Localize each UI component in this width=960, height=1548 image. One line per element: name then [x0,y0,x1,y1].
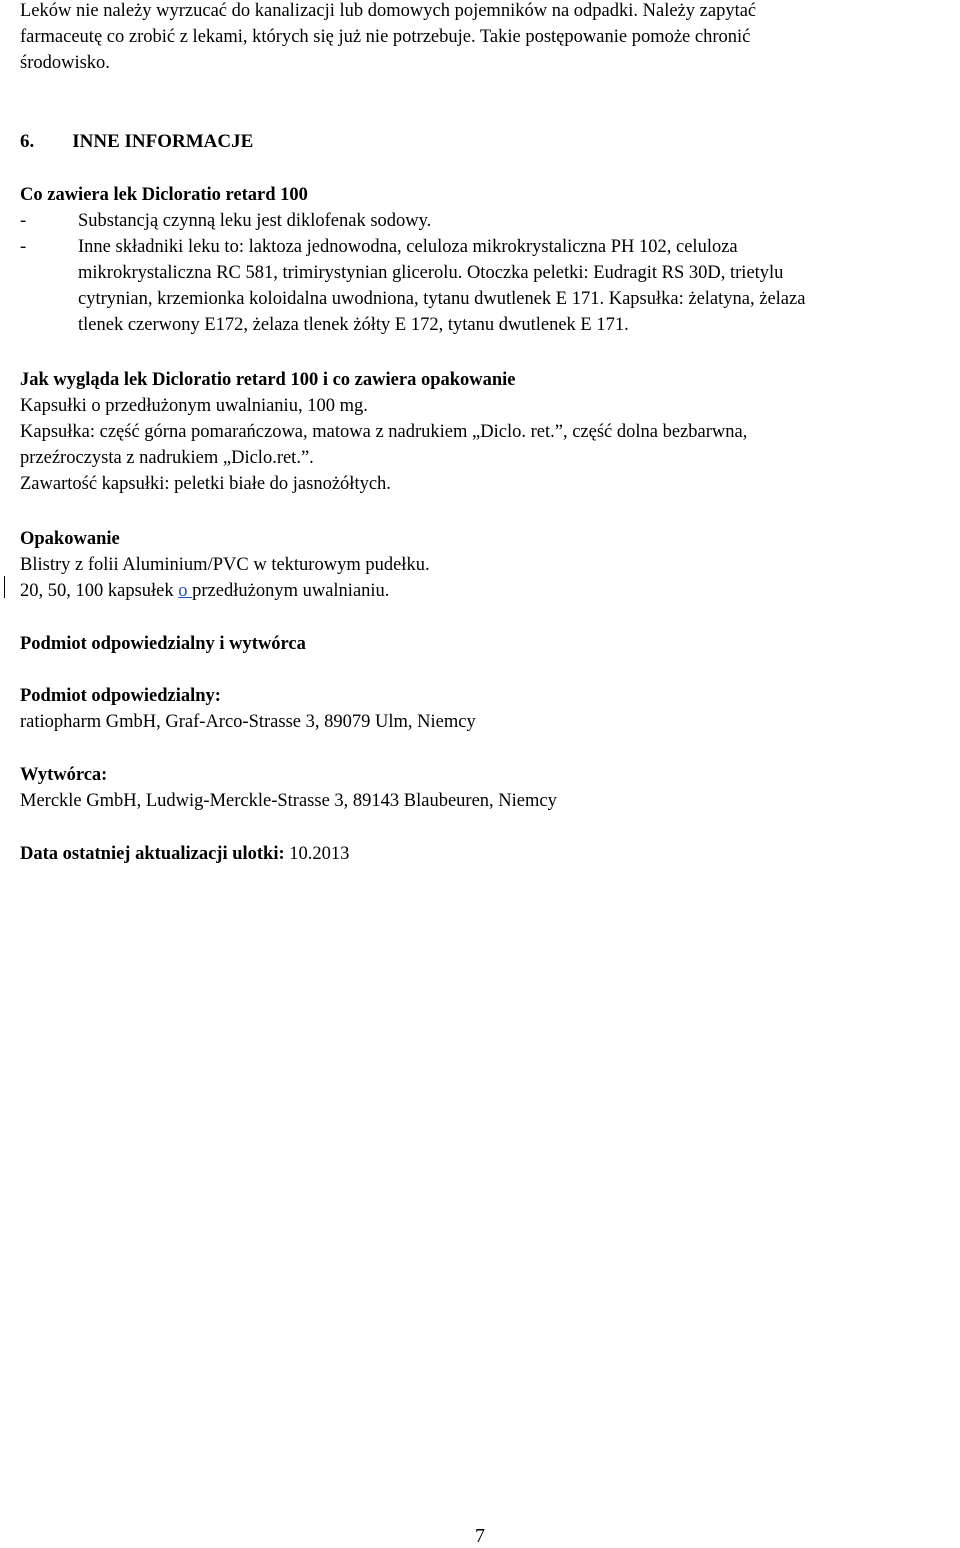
packaging-link-o[interactable]: o [178,581,193,601]
packaging-line-2-start: 20, 50, 100 kapsułek [20,581,179,601]
list-dash-2: - [20,237,27,257]
intro-line-2: farmaceutę co zrobić z lekami, których się już nie potrzebuje. Takie postępowanie pomoże chronić [20,27,751,47]
last-update [20,843,349,865]
contents-heading: Co zawiera lek Dicloratio retard 100 [20,185,308,205]
section-number: 6. [20,131,35,152]
packaging-line-2 [20,580,389,602]
contents-item-2-line-3: cytrynian, krzemionka koloidalna uwodniona, tytanu dwutlenek E 171. Kapsułka: żelatyna, żelaza [78,289,806,309]
packaging-heading: Opakowanie [20,529,120,549]
packaging-line-2-end: przedłużonym uwalnianiu. [192,581,390,601]
contents-item-2-line-1: Inne składniki leku to: laktoza jednowodna, celuloza mikrokrystaliczna PH 102, celuloza [78,237,738,257]
appearance-line-3: przeźroczysta z nadrukiem „Diclo.ret.”. [20,448,314,468]
last-update-label: Data ostatniej aktualizacji ulotki: [20,844,285,864]
list-dash-1: - [20,211,27,231]
appearance-line-2: Kapsułka: część górna pomarańczowa, matowa z nadrukiem „Diclo. ret.”, część dolna bezbarwna, [20,422,748,442]
page-number: 7 [475,1525,485,1547]
packaging-line-1: Blistry z folii Aluminium/PVC w tekturowym pudełku. [20,555,430,575]
manufacturer-label: Wytwórca: [20,765,108,785]
section-heading [20,131,253,153]
last-update-value: 10.2013 [284,844,350,864]
appearance-heading: Jak wygląda lek Dicloratio retard 100 i co zawiera opakowanie [20,370,516,390]
intro-line-1: Leków nie należy wyrzucać do kanalizacji lub domowych pojemników na odpadki. Należy zapytać [20,1,757,21]
responsible-heading: Podmiot odpowiedzialny i wytwórca [20,634,306,654]
revision-change-bar [4,576,5,598]
manufacturer-value: Merckle GmbH, Ludwig-Merckle-Strasse 3, 89143 Blaubeuren, Niemcy [20,791,557,811]
contents-item-1: Substancją czynną leku jest diklofenak sodowy. [78,211,432,231]
contents-item-2-line-4: tlenek czerwony E172, żelaza tlenek żółty E 172, tytanu dwutlenek E 171. [78,315,629,335]
appearance-line-1: Kapsułki o przedłużonym uwalnianiu, 100 mg. [20,396,368,416]
holder-value: ratiopharm GmbH, Graf-Arco-Strasse 3, 89079 Ulm, Niemcy [20,712,476,732]
section-title: INNE INFORMACJE [72,131,254,152]
holder-label: Podmiot odpowiedzialny: [20,686,221,706]
intro-line-3: środowisko. [20,53,110,73]
appearance-line-4: Zawartość kapsułki: peletki białe do jasnożółtych. [20,474,391,494]
contents-item-2-line-2: mikrokrystaliczna RC 581, trimirystynian glicerolu. Otoczka peletki: Eudragit RS 30D, trietylu [78,263,784,283]
